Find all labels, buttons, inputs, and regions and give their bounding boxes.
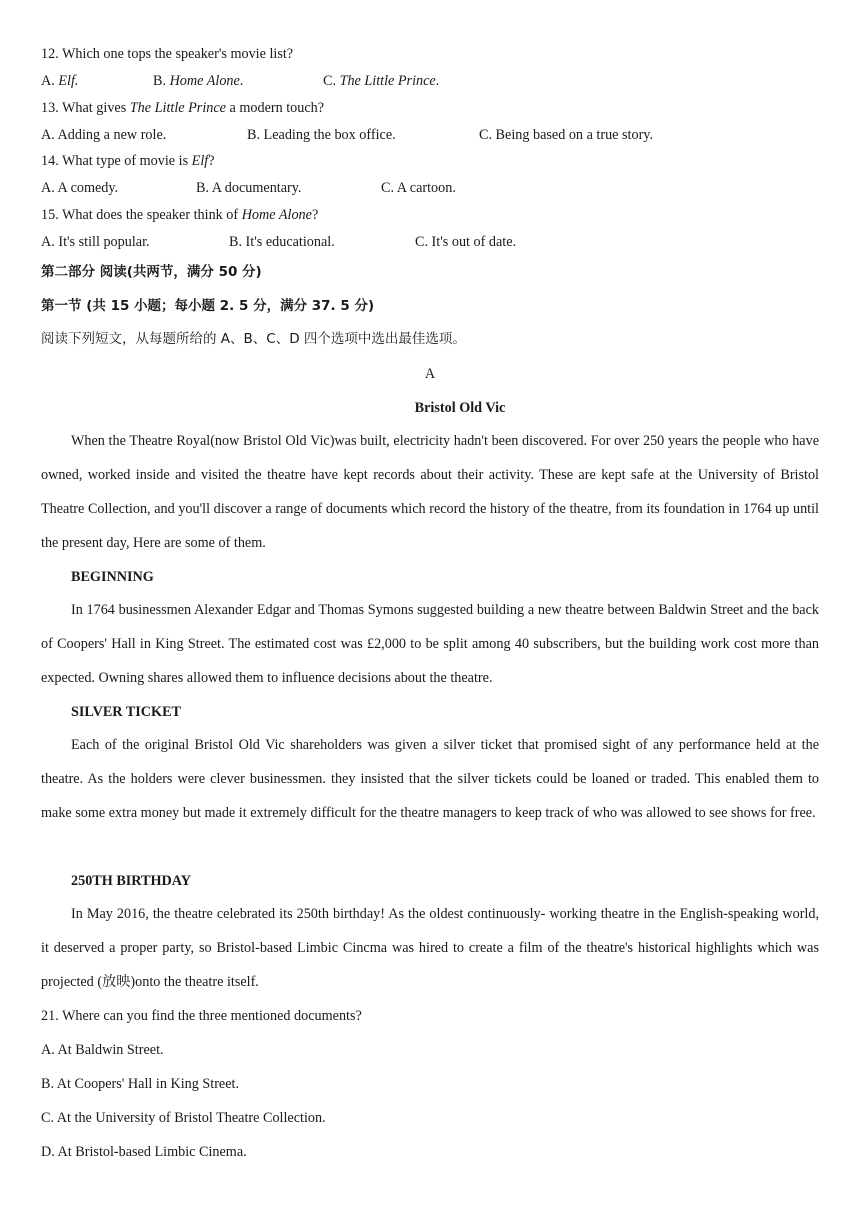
question-12-option-c: C. The Little Prince. [323, 73, 440, 89]
question-21-option-d: D. At Bristol-based Limbic Cinema. [41, 1144, 247, 1160]
question-15-option-a: A. It's still popular. [41, 234, 150, 250]
question-14-option-a: A. A comedy. [41, 180, 119, 196]
section-2-instruction: 阅读下列短文，从每题所给的 A、B、C、D 四个选项中选出最佳选项。 [41, 331, 466, 347]
question-15-option-c: C. It's out of date. [415, 234, 517, 250]
paragraph-beginning: In 1764 businessmen Alexander Edgar and Thomas Symons suggested building a new theatre between Baldwin Street and the back of Coopers' Hall in King Street. The estimated cost was £2,000 to be split among 40 subscribers, but the building work cost more than expected. Owning shares allowed them to influence decisions about the theatre. [41, 602, 819, 686]
question-15-option-b: B. It's educational. [229, 234, 335, 250]
passage-intro-paragraph: When the Theatre Royal(now Bristol Old Vic)was built, electricity hadn't been discovered. For over 250 years the people who have owned, worked inside and visited the theatre have kept records about their activity. These are kept safe at the University of Bristol Theatre Collection, and you'll discover a range of documents which record the history of the theatre, from its foundation in 1764 up until the present day, Here are some of them. [41, 433, 819, 551]
paragraph-250th-birthday: In May 2016, the theatre celebrated its 250th birthday! As the oldest continuously- working theatre in the English-speaking world, it deserved a proper party, so Bristol-based Limbic Cincma was hired to create a film of the theatre's historical highlights which was projected (放映)onto the theatre itself. [41, 906, 819, 990]
question-13-option-a: A. Adding a new role. [41, 127, 167, 143]
question-13-option-c: C. Being based on a true story. [479, 127, 654, 143]
heading-silver-ticket: SILVER TICKET [71, 704, 182, 720]
section-2-title: 第二部分 阅读(共两节，满分 50 分) [41, 264, 262, 280]
question-14-option-c: C. A cartoon. [381, 180, 456, 196]
question-21-stem: 21. Where can you find the three mentioned documents? [41, 1008, 362, 1024]
passage-letter: A [424, 366, 436, 382]
heading-beginning: BEGINNING [71, 569, 154, 585]
paragraph-silver-ticket: Each of the original Bristol Old Vic shareholders was given a silver ticket that promised sight of any performance held at the theatre. As the holders were clever businessmen. they insisted that the silver tickets could be loaned or traded. This enabled them to make some extra money but made it extremely difficult for the theatre managers to keep track of who was allowed to see shows for free. [41, 737, 819, 821]
question-12-option-b: B. Home Alone. [153, 73, 244, 89]
question-21-option-b: B. At Coopers' Hall in King Street. [41, 1076, 240, 1092]
question-12-option-a: A. Elf. [41, 73, 79, 89]
question-13-stem: 13. What gives The Little Prince a modern touch? [41, 100, 325, 116]
question-13-option-b: B. Leading the box office. [247, 127, 396, 143]
question-15-stem: 15. What does the speaker think of Home Alone? [41, 207, 319, 223]
question-21-option-a: A. At Baldwin Street. [41, 1042, 164, 1058]
question-21-option-c: C. At the University of Bristol Theatre Collection. [41, 1110, 326, 1126]
question-14-stem: 14. What type of movie is Elf? [41, 153, 215, 169]
question-12-stem: 12. Which one tops the speaker's movie list? [41, 46, 294, 62]
question-14-option-b: B. A documentary. [196, 180, 302, 196]
heading-250th-birthday: 250TH BIRTHDAY [71, 873, 191, 889]
section-2-part-1-title: 第一节 (共 15 小题；每小题 2. 5 分，满分 37. 5 分) [41, 298, 375, 314]
passage-title: Bristol Old Vic [414, 400, 506, 416]
